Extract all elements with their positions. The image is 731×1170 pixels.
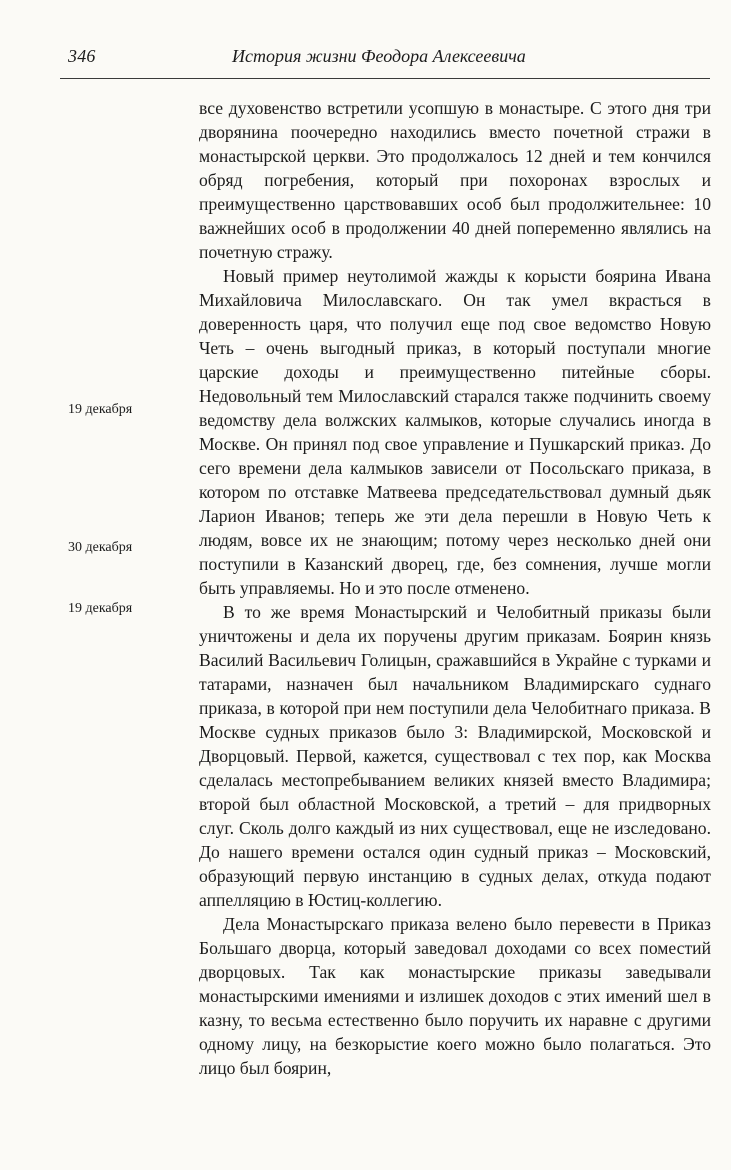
paragraph: Новый пример неутолимой жажды к корысти боярина Ивана Михайловича Милославскаго. Он так умел вкрасться в доверенность царя, что получил еще под свое ведомство Новую Четь – очень выгодный приказ, в который поступали многие царские доходы и преимущественно питейные сборы. Недовольный тем Милославский старался также подчинить своему ведомству дела волжских калмыков, которые случались иногда в Москве. Он принял под свое управление и Пушкарский приказ. До сего времени дела калмыков зависели от Посольскаго приказа, в котором по отставке Матвеева председательствовал думный дьяк Ларион Иванов; теперь же эти дела перешли в Новую Четь к людям, вовсе их не знающим; потому через несколько дней они поступили в Казанский дворец, где, без сомнения, лучше могли быть управляемы. Но и это после отменено. bbox=[199, 266, 711, 598]
margin-note-date: 30 декабря bbox=[68, 540, 133, 555]
main-text bbox=[199, 96, 711, 1080]
paragraph: Дела Монастырскаго приказа велено было перевести в Приказ Большаго дворца, который заведовал доходами со всех поместий дворцовых. Так как монастырские приказы заведывали монастырскими имениями и излишек доходов с этих имений шел в казну, то весьма естественно было поручить их наравне с другими одному лицу, на безкорыстие коего можно было полагаться. Это лицо был боярин, bbox=[199, 914, 711, 1078]
page-header bbox=[60, 46, 710, 76]
running-title: История жизни Феодора Алексеевича bbox=[232, 46, 526, 66]
page-number: 346 bbox=[68, 46, 96, 66]
header-rule bbox=[60, 78, 710, 79]
margin-note-date: 19 декабря bbox=[68, 402, 133, 417]
paragraph: все духовенство встретили усопшую в монастыре. С этого дня три дворянина поочередно находились вместо почетной стражи в монастырской церкви. Это продолжалось 12 дней и тем кончился обряд погребения, который при похоронах взрослых и преимущественно царствовавших особ был продолжительнее: 10 важнейших особ в продолжении 40 дней попеременно являлись на почетную стражу. bbox=[199, 98, 711, 262]
paragraph: В то же время Монастырский и Челобитный приказы были уничтожены и дела их поручены другим приказам. Боярин князь Василий Васильевич Голицын, сражавшийся в Украйне с турками и татарами, назначен был начальником Владимирскаго суднаго приказа, в которой при нем поступили дела Челобитнаго приказа. В Москве судных приказов было 3: Владимирской, Московской и Дворцовый. Первой, кажется, существовал с тех пор, как Москва сделалась местопребыванием великих князей вместо Владимира; второй был областной Московской, а третий – для придворных слуг. Сколь долго каждый из них существовал, еще не изследовано. До нашего времени остался один судный приказ – Московский, образующий первую инстанцию в судных делах, откуда подают аппелляцию в Юстиц-коллегию. bbox=[199, 602, 711, 910]
margin-note-date: 19 декабря bbox=[68, 601, 133, 616]
